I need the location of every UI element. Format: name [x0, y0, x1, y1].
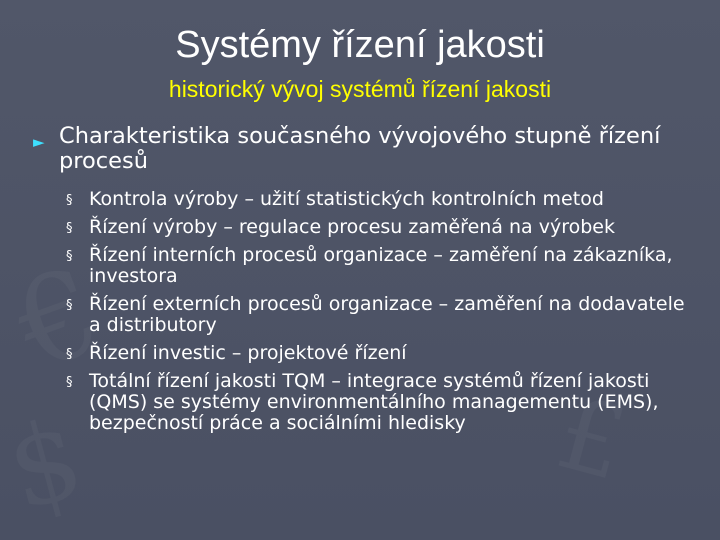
list-item-text: Totální řízení jakosti TQM – integrace systémů řízení jakosti (QMS) se systémy environmentálního managementu (EMS), bezpečností práce a sociálními hledisky [89, 370, 659, 434]
section-bullet-icon: § [66, 221, 73, 236]
list-item-text: Kontrola výroby – užití statistických kontrolních metod [89, 188, 604, 210]
list-item [66, 245, 686, 287]
sub-bullet-list [66, 189, 686, 441]
section-bullet-icon: § [66, 249, 73, 264]
main-bullet [33, 124, 693, 174]
list-item [66, 189, 686, 210]
slide-title: Systémy řízení jakosti [175, 24, 545, 66]
list-item [66, 371, 686, 434]
list-item [66, 217, 686, 238]
list-item-text: Řízení výroby – regulace procesu zaměřená na výrobek [89, 216, 615, 238]
list-item [66, 294, 686, 336]
main-bullet-text: Charakteristika současného vývojového stupně řízení procesů [59, 123, 661, 174]
section-bullet-icon: § [66, 298, 73, 313]
list-item-text: Řízení externích procesů organizace – zaměření na dodavatele a distributory [89, 293, 685, 336]
list-item-text: Řízení investic – projektové řízení [89, 342, 407, 364]
arrow-bullet-icon: ► [33, 133, 45, 151]
slide-subtitle: historický vývoj systémů řízení jakosti [168, 76, 552, 102]
section-bullet-icon: § [66, 193, 73, 208]
section-bullet-icon: § [66, 347, 73, 362]
list-item [66, 343, 686, 364]
section-bullet-icon: § [66, 375, 73, 390]
list-item-text: Řízení interních procesů organizace – zaměření na zákazníka, investora [89, 244, 673, 287]
